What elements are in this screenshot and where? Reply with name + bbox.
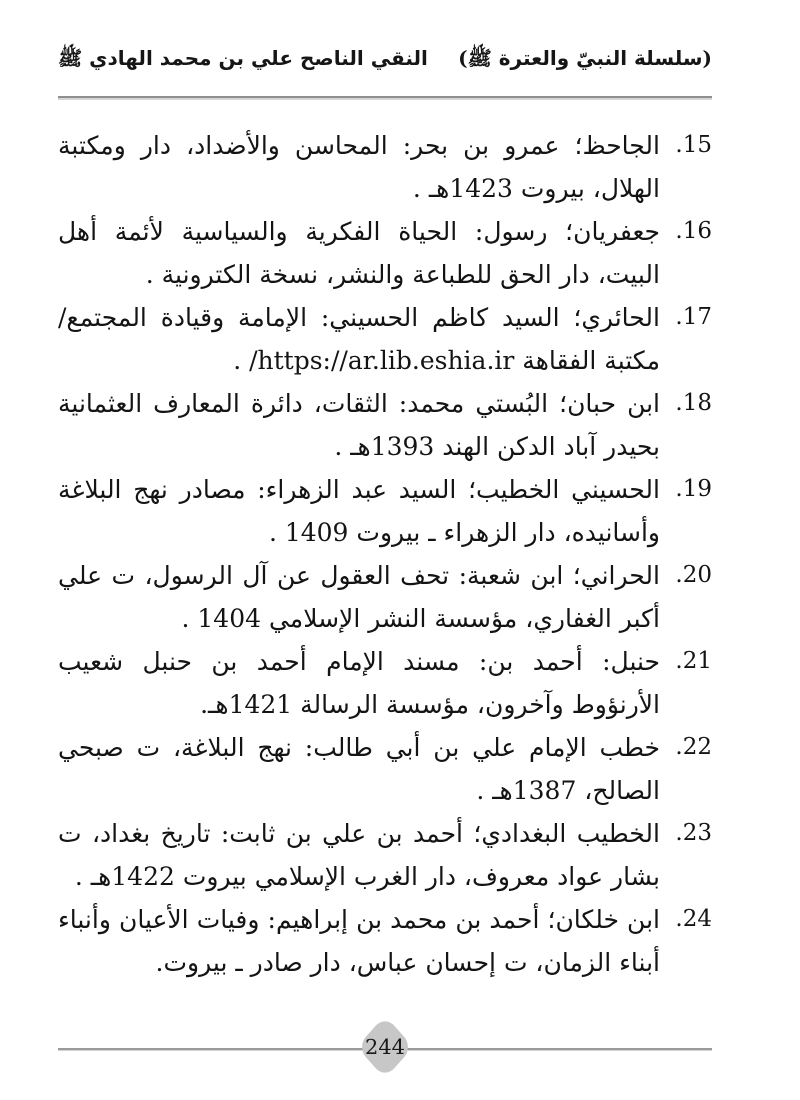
entry-number: 24. <box>675 906 712 932</box>
page-number: 244 <box>364 1035 406 1059</box>
entry-number: 19. <box>675 476 712 502</box>
page-number-badge <box>357 1015 414 1078</box>
bibliography-list <box>58 124 712 984</box>
entry-text: خطب الإمام علي بن أبي طالب: نهج البلاغة، ت صبحي الصالح، 1387هـ . <box>58 733 660 805</box>
bibliography-entry <box>58 468 712 554</box>
page-header <box>58 46 712 75</box>
entry-number: 15. <box>675 132 712 158</box>
bibliography-entry <box>58 382 712 468</box>
entry-number: 17. <box>675 304 712 330</box>
entry-number: 23. <box>675 820 712 846</box>
entry-number: 18. <box>675 390 712 416</box>
entry-text: ابن حبان؛ البُستي محمد: الثقات، دائرة المعارف العثمانية بحيدر آباد الدكن الهند 1393هـ . <box>58 389 660 461</box>
bibliography-entry <box>58 898 712 984</box>
entry-text: ابن خلكان؛ أحمد بن محمد بن إبراهيم: وفيات الأعيان وأنباء أبناء الزمان، ت إحسان عباس، دار صادر ـ بيروت. <box>58 905 660 977</box>
entry-text: الحراني؛ ابن شعبة: تحف العقول عن آل الرسول، ت علي أكبر الغفاري، مؤسسة النشر الإسلامي 1404 . <box>58 561 660 633</box>
bibliography-entry <box>58 124 712 210</box>
entry-number: 22. <box>675 734 712 760</box>
entry-text: الحسيني الخطيب؛ السيد عبد الزهراء: مصادر نهج البلاغة وأسانيده، دار الزهراء ـ بيروت 1409 . <box>58 475 660 547</box>
entry-text: حنبل: أحمد بن: مسند الإمام أحمد بن حنبل شعيب الأرنؤوط وآخرون، مؤسسة الرسالة 1421هـ. <box>58 647 660 719</box>
chapter-title: النقي الناصح علي بن محمد الهادي ﷺ <box>58 46 428 70</box>
bibliography-entry <box>58 640 712 726</box>
entry-text: الخطيب البغدادي؛ أحمد بن علي بن ثابت: تاريخ بغداد، ت بشار عواد معروف، دار الغرب الإسلامي بيروت 1422هـ . <box>58 819 660 891</box>
entry-text: جعفريان؛ رسول: الحياة الفكرية والسياسية لأئمة أهل البيت، دار الحق للطباعة والنشر، نسخة الكترونية . <box>58 217 660 289</box>
bibliography-entry <box>58 812 712 898</box>
entry-text: الحائري؛ السيد كاظم الحسيني: الإمامة وقيادة المجتمع/ مكتبة الفقاهة https://ar.lib.eshia.ir/ . <box>58 303 660 375</box>
series-title: (سلسلة النبيّ والعترة ﷺ) <box>458 46 712 70</box>
bibliography-entry <box>58 726 712 812</box>
entry-number: 20. <box>675 562 712 588</box>
bibliography-entry <box>58 210 712 296</box>
page-footer <box>58 1035 712 1064</box>
bibliography-entry <box>58 296 712 382</box>
entry-text: الجاحظ؛ عمرو بن بحر: المحاسن والأضداد، دار ومكتبة الهلال، بيروت 1423هـ . <box>58 131 660 203</box>
entry-number: 21. <box>675 648 712 674</box>
entry-number: 16. <box>675 218 712 244</box>
bibliography-entry <box>58 554 712 640</box>
header-divider-rule <box>58 96 712 100</box>
